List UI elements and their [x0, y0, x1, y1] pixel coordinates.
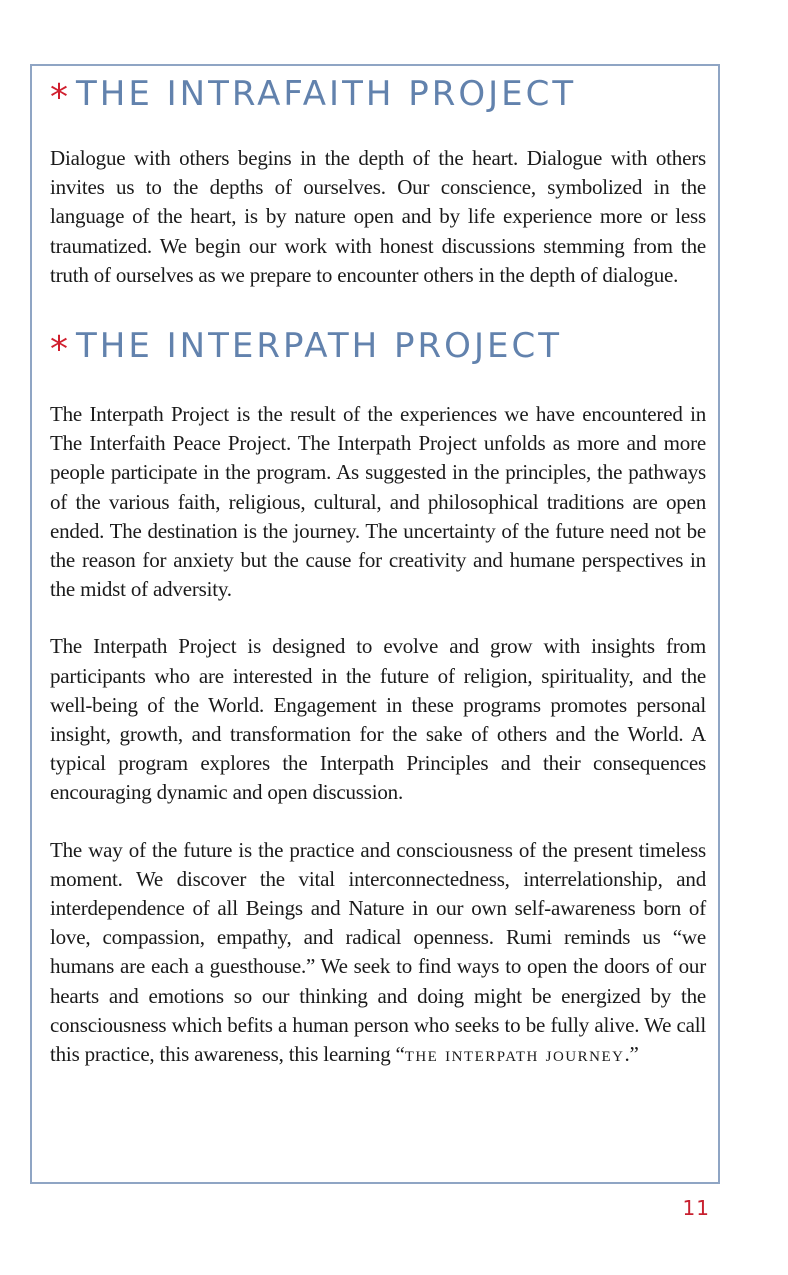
interpath-paragraph-3: [50, 836, 706, 1070]
interpath-paragraph-2: The Interpath Project is designed to evolve and grow with insights from participants who are interested in the future of religion, spirituality, and the well-being of the World. Engagement in these programs promotes personal insight, growth, and transformation for the sake of others and the World. A typical program explores the Interpath Principles and their consequences encouraging dynamic and open discussion.: [50, 634, 706, 805]
asterisk-bullet-icon: *: [50, 77, 68, 118]
asterisk-bullet-icon: *: [50, 329, 68, 371]
intrafaith-paragraph: Dialogue with others begins in the depth of the heart. Dialogue with others invites us to the depths of ourselves. Our conscience, symbolized in the language of the heart, is by nature open and by life experience more or less traumatized. We begin our work with honest discussions stemming from the truth of ourselves as we prepare to encounter others in the depth of dialogue.: [50, 146, 706, 287]
page-number: 11: [682, 1196, 710, 1220]
interpath-paragraph-3-text: The way of the future is the practice and consciousness of the present timeless moment. We discover the vital interconnectedness, interrelationship, and interdependence of all Beings and Nature in our own self-awareness born of love, compassion, empathy, and radical openness. Rumi reminds us “we humans are each a guesthouse.” We seek to find ways to open the doors of our hearts and emotions so our thinking and doing might be energized by the consciousness which befits a human person who seeks to be fully alive. We call this practice, this awareness, this learning “: [50, 837, 706, 1067]
section-heading-intrafaith: [50, 68, 706, 120]
closing-punctuation: .”: [624, 1042, 639, 1067]
interpath-journey-phrase: the interpath journey: [404, 1042, 625, 1067]
section-title-intrafaith: THE INTRAFAITH PROJECT: [76, 74, 577, 114]
interpath-paragraph-1: The Interpath Project is the result of the experiences we have encountered in The Interfaith Peace Project. The Interpath Project unfolds as more and more people participate in the program. As suggested in the principles, the pathways of the various faith, religious, cultural, and philosophical traditions are open ended. The destination is the journey. The uncertainty of the future need not be the reason for anxiety but the cause for creativity and humane perspectives in the midst of adversity.: [50, 402, 706, 602]
page-content: [50, 68, 706, 1069]
section-title-interpath: THE INTERPATH PROJECT: [76, 326, 562, 367]
section-heading-interpath: [50, 320, 706, 372]
